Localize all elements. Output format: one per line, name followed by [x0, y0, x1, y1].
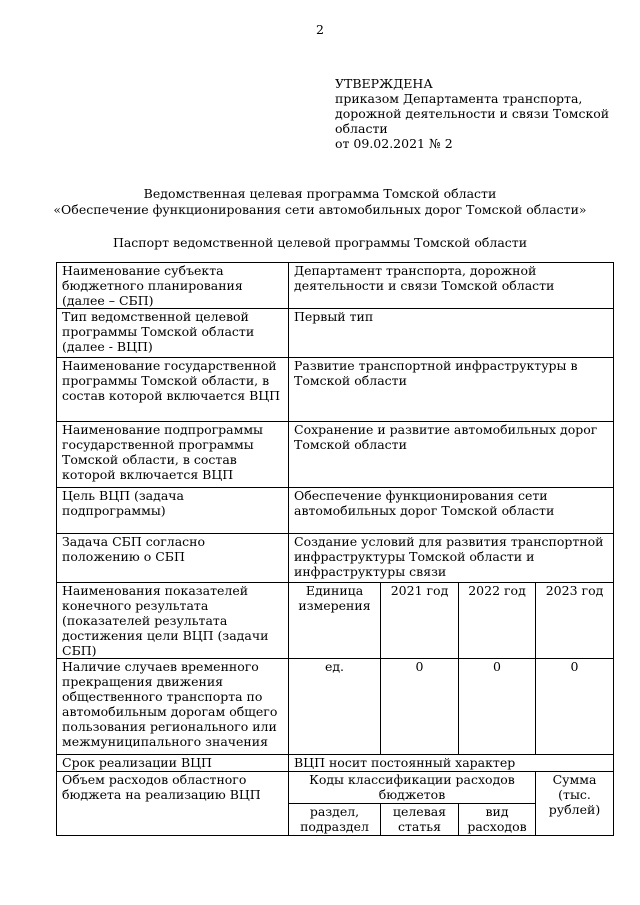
indicator-name: Наличие случаев временного прекращения движения общественного транспорта по автомобильным дорогам общего пользования регионального или межмуниципального значения [57, 659, 289, 755]
table-row [57, 488, 614, 534]
row-label: Задача СБП согласно положению о СБП [57, 534, 289, 583]
approval-date: от 09.02.2021 № 2 [335, 136, 453, 151]
row-label: Срок реализации ВЦП [57, 755, 289, 772]
code-section-header: раздел, подраздел [289, 804, 381, 836]
year-header: 2022 год [459, 583, 536, 659]
indicator-value: 0 [381, 659, 459, 755]
table-row [57, 263, 614, 309]
approval-line: дорожной деятельности и связи Томской [335, 106, 610, 121]
title-line: «Обеспечение функционирования сети автомобильных дорог Томской области» [53, 202, 587, 217]
approval-line: области [335, 121, 388, 136]
document-subtitle: Паспорт ведомственной целевой программы Томской области [112, 235, 528, 250]
table-row [57, 358, 614, 422]
approval-line: приказом Департамента транспорта, [335, 91, 583, 106]
year-header: 2021 год [381, 583, 459, 659]
row-label: Наименование государственной программы Томской области, в состав которой включается ВЦП [57, 358, 289, 422]
approval-heading: УТВЕРЖДЕНА [335, 76, 433, 91]
table-row [57, 583, 614, 659]
codes-header: Коды классификации расходов бюджетов [289, 772, 536, 804]
table-row [57, 534, 614, 583]
row-label: Цель ВЦП (задача подпрограммы) [57, 488, 289, 534]
code-type-header: вид расходов [459, 804, 536, 836]
row-label: Наименование субъекта бюджетного планирования (далее – СБП) [57, 263, 289, 309]
document-title [40, 186, 600, 218]
unit-header: Единица измерения [289, 583, 381, 659]
page-number: 2 [316, 22, 324, 37]
table-row [57, 755, 614, 772]
row-value: ВЦП носит постоянный характер [289, 755, 614, 772]
row-value: Обеспечение функционирования сети автомобильных дорог Томской области [289, 488, 614, 534]
indicator-value: 0 [536, 659, 614, 755]
indicator-value: 0 [459, 659, 536, 755]
table-row [57, 309, 614, 358]
row-label: Объем расходов областного бюджета на реализацию ВЦП [57, 772, 289, 836]
row-value: Департамент транспорта, дорожной деятельности и связи Томской области [289, 263, 614, 309]
year-header: 2023 год [536, 583, 614, 659]
indicator-unit: ед. [289, 659, 381, 755]
approval-block [335, 76, 625, 151]
title-line: Ведомственная целевая программа Томской области [143, 186, 497, 201]
sum-header: Сумма (тыс. рублей) [536, 772, 614, 836]
row-value: Развитие транспортной инфраструктуры в Томской области [289, 358, 614, 422]
table-row [57, 772, 614, 804]
passport-table [56, 262, 614, 836]
row-label: Тип ведомственной целевой программы Томской области (далее - ВЦП) [57, 309, 289, 358]
table-row [57, 422, 614, 488]
table-row [57, 659, 614, 755]
row-label: Наименования показателей конечного результата (показателей результата достижения цели ВЦП (задачи СБП) [57, 583, 289, 659]
code-target-header: целевая статья [381, 804, 459, 836]
row-value: Первый тип [289, 309, 614, 358]
row-value: Создание условий для развития транспортной инфраструктуры Томской области и инфраструктуры связи [289, 534, 614, 583]
row-value: Сохранение и развитие автомобильных дорог Томской области [289, 422, 614, 488]
row-label: Наименование подпрограммы государственной программы Томской области, в состав которой включается ВЦП [57, 422, 289, 488]
